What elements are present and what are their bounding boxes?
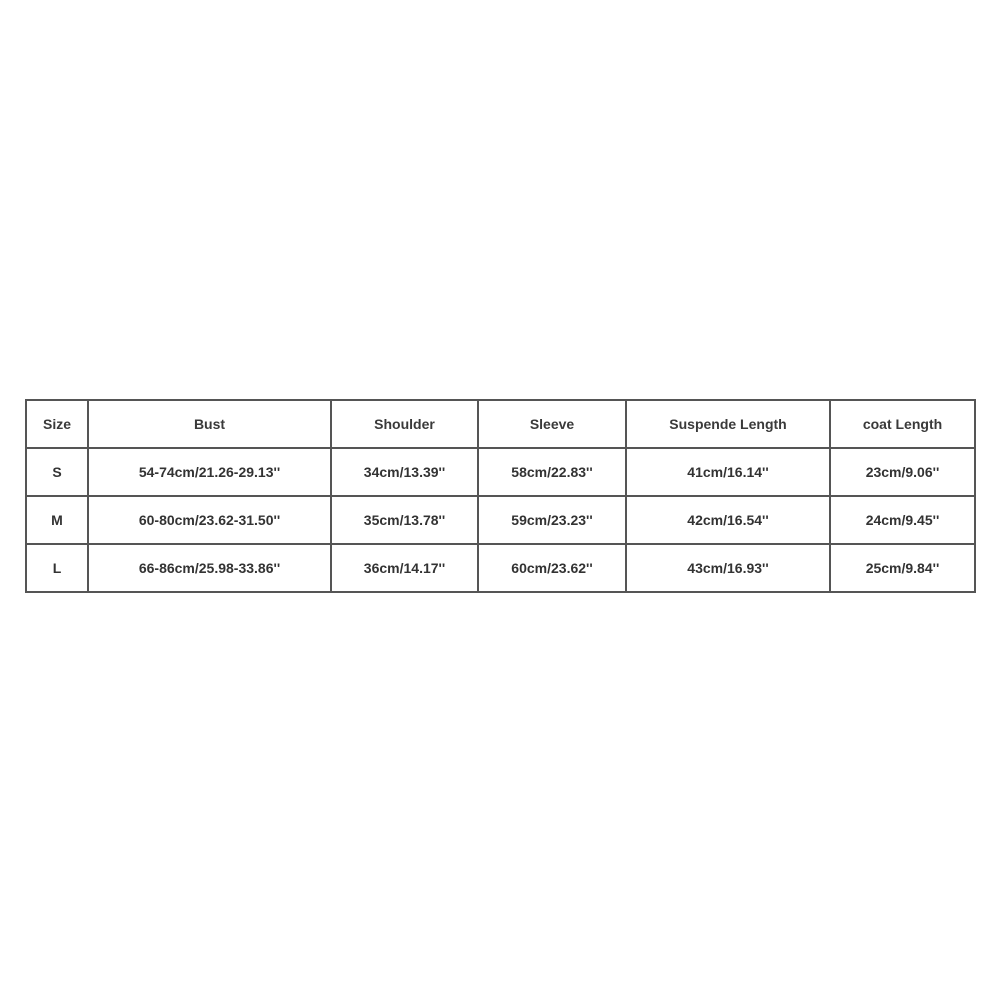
coat-length-cell: 23cm/9.06'' — [831, 449, 976, 497]
sleeve-cell: 59cm/23.23'' — [479, 497, 627, 545]
bust-cell: 60-80cm/23.62-31.50'' — [89, 497, 332, 545]
size-cell: M — [27, 497, 89, 545]
suspende-length-cell: 42cm/16.54'' — [627, 497, 831, 545]
suspende-length-cell: 43cm/16.93'' — [627, 545, 831, 593]
size-chart-table — [25, 399, 976, 593]
header-coat-length: coat Length — [831, 401, 976, 449]
suspende-length-cell: 41cm/16.14'' — [627, 449, 831, 497]
header-suspende-length: Suspende Length — [627, 401, 831, 449]
size-cell: L — [27, 545, 89, 593]
bust-cell: 54-74cm/21.26-29.13'' — [89, 449, 332, 497]
sleeve-cell: 60cm/23.62'' — [479, 545, 627, 593]
size-cell: S — [27, 449, 89, 497]
sleeve-cell: 58cm/22.83'' — [479, 449, 627, 497]
coat-length-cell: 24cm/9.45'' — [831, 497, 976, 545]
header-row — [27, 401, 976, 449]
header-sleeve: Sleeve — [479, 401, 627, 449]
header-bust: Bust — [89, 401, 332, 449]
coat-length-cell: 25cm/9.84'' — [831, 545, 976, 593]
header-shoulder: Shoulder — [332, 401, 479, 449]
table-row — [27, 497, 976, 545]
shoulder-cell: 36cm/14.17'' — [332, 545, 479, 593]
table-row — [27, 545, 976, 593]
header-size: Size — [27, 401, 89, 449]
shoulder-cell: 34cm/13.39'' — [332, 449, 479, 497]
bust-cell: 66-86cm/25.98-33.86'' — [89, 545, 332, 593]
shoulder-cell: 35cm/13.78'' — [332, 497, 479, 545]
table-row — [27, 449, 976, 497]
